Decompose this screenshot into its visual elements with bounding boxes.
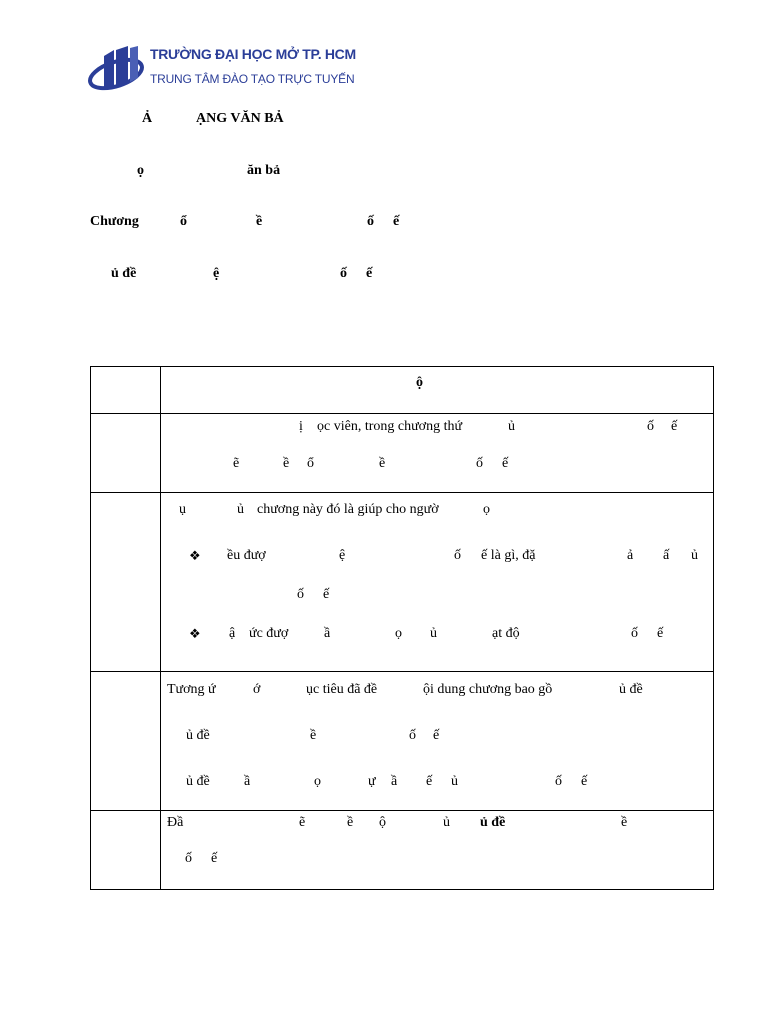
topic-label: ủ đề: [111, 266, 137, 281]
text-fragment: ố: [297, 587, 304, 602]
text-fragment: ủ: [691, 548, 698, 563]
text-fragment: ủ đề: [619, 682, 643, 697]
text-fragment: ế: [657, 626, 664, 641]
text-fragment: ủ: [237, 502, 244, 517]
table-cell: [91, 811, 161, 890]
text-fragment: ệ: [339, 548, 346, 563]
text-fragment: Tương ứ: [167, 682, 216, 697]
text-fragment: ủ đề: [186, 728, 210, 743]
chapter-fragment: ổ: [180, 214, 187, 229]
text-fragment: ế: [426, 774, 433, 789]
text-fragment: ọ: [483, 502, 490, 517]
text-fragment: ề: [283, 456, 290, 471]
text-fragment: ề: [310, 728, 317, 743]
text-fragment: ủ đề: [186, 774, 210, 789]
table-row: [91, 493, 714, 672]
text-fragment: ọ: [314, 774, 321, 789]
table-cell: [161, 672, 714, 811]
text-fragment: ế: [581, 774, 588, 789]
logo-title: TRƯỜNG ĐẠI HỌC MỞ TP. HCM: [150, 46, 356, 62]
text-fragment: ố: [476, 456, 483, 471]
text-fragment: chương này đó là giúp cho ngườ: [257, 502, 439, 517]
diamond-bullet-icon: ❖: [189, 548, 201, 563]
table-cell: [161, 493, 714, 672]
text-fragment: ạt độ: [492, 626, 520, 641]
subheading-fragment: ọ: [137, 163, 144, 178]
table-header-row: [91, 367, 714, 414]
text-fragment: ầ: [391, 774, 398, 789]
table-header-text: ộ: [416, 375, 423, 390]
text-fragment: ấ: [663, 548, 670, 563]
text-fragment: ố: [631, 626, 638, 641]
university-logo: [88, 40, 356, 100]
chapter-fragment: ề: [256, 214, 263, 229]
text-fragment: ội dung chương bao gồ: [423, 682, 553, 697]
table-cell: [161, 811, 714, 890]
text-fragment: ủ: [430, 626, 437, 641]
text-fragment: ố: [409, 728, 416, 743]
text-fragment: ế: [671, 419, 678, 434]
table-cell: [91, 414, 161, 493]
heading-fragment: Ả: [142, 111, 153, 126]
text-fragment: ế: [433, 728, 440, 743]
text-fragment: ẽ: [233, 456, 240, 471]
chapter-label: Chương: [90, 214, 139, 229]
topic-fragment: ố: [340, 266, 347, 281]
topic-fragment: ệ: [213, 266, 220, 281]
text-fragment: ọc viên, trong chương thứ: [317, 419, 463, 434]
text-fragment: ế: [502, 456, 509, 471]
table-cell: [91, 672, 161, 811]
text-fragment: ế: [323, 587, 330, 602]
text-fragment: ức đượ: [249, 626, 289, 641]
text-fragment: ề: [347, 815, 354, 830]
text-fragment: ẽ: [299, 815, 306, 830]
text-fragment: ủ đề: [480, 815, 506, 830]
logo-emblem-icon: [88, 42, 150, 98]
text-fragment: ục tiêu đã đề: [306, 682, 378, 697]
text-fragment: ố: [454, 548, 461, 563]
text-fragment: ủ: [443, 815, 450, 830]
text-fragment: ớ: [253, 682, 261, 697]
text-fragment: ề: [621, 815, 628, 830]
table-cell: [91, 493, 161, 672]
table-cell: [91, 367, 161, 414]
table-row: [91, 414, 714, 493]
text-fragment: ự: [368, 774, 376, 789]
text-fragment: ế: [211, 851, 218, 866]
text-fragment: ọ: [395, 626, 402, 641]
table-row: [91, 672, 714, 811]
text-fragment: ị: [299, 419, 303, 434]
chapter-fragment: ố: [367, 214, 374, 229]
text-fragment: ổ: [307, 456, 314, 471]
text-fragment: ầ: [324, 626, 331, 641]
text-fragment: ủ: [451, 774, 458, 789]
text-fragment: ố: [555, 774, 562, 789]
text-fragment: ầ: [244, 774, 251, 789]
text-fragment: ậ: [229, 626, 236, 641]
text-fragment: ều đượ: [227, 548, 266, 563]
topic-fragment: ế: [366, 266, 373, 281]
text-fragment: ủ: [508, 419, 515, 434]
text-fragment: ế là gì, đặ: [481, 548, 536, 563]
text-fragment: ố: [185, 851, 192, 866]
table-row: [91, 811, 714, 890]
text-fragment: ề: [379, 456, 386, 471]
heading-fragment: ẠNG VĂN BẢ: [196, 111, 284, 126]
table-header-cell: [161, 367, 714, 414]
text-fragment: Đầ: [167, 815, 184, 830]
chapter-fragment: ế: [393, 214, 400, 229]
logo-subtitle: TRUNG TÂM ĐÀO TẠO TRỰC TUYẾN: [150, 72, 355, 86]
diamond-bullet-icon: ❖: [189, 626, 201, 641]
text-fragment: ả: [627, 548, 634, 563]
text-fragment: ộ: [379, 815, 386, 830]
table-cell: [161, 414, 714, 493]
text-fragment: ụ: [179, 502, 186, 517]
subheading-fragment: ăn bả: [247, 163, 281, 178]
text-fragment: ố: [647, 419, 654, 434]
content-table: [90, 366, 714, 890]
